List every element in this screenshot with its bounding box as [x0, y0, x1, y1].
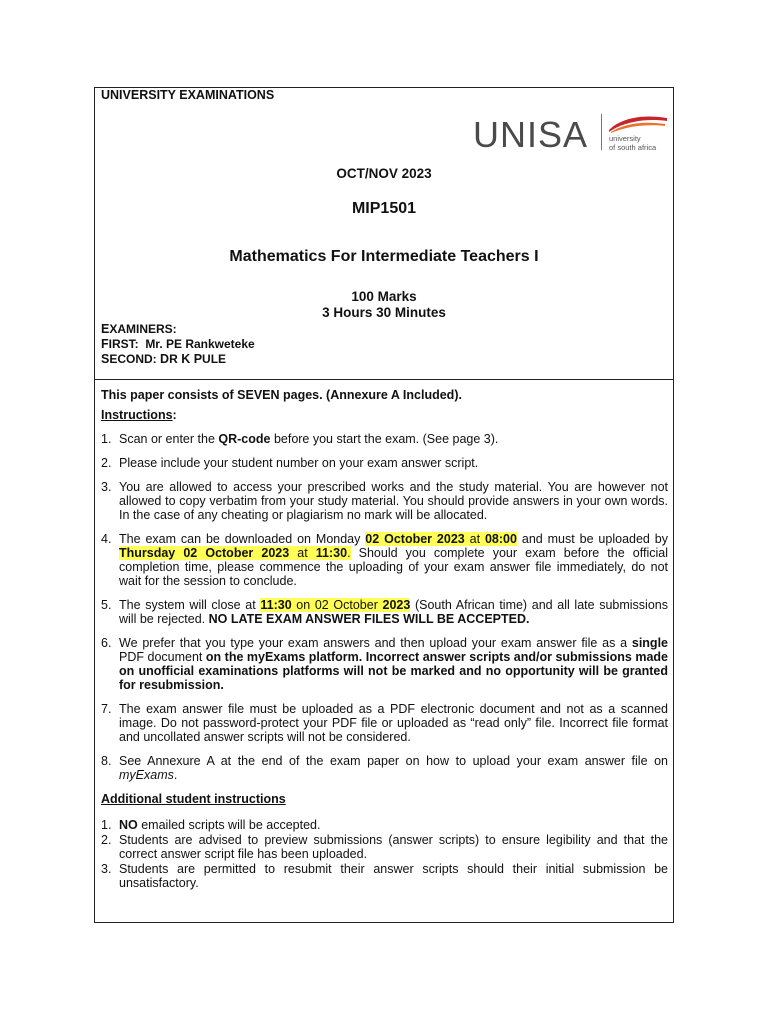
- logo-divider: [601, 114, 602, 150]
- instruction-item: 1. Scan or enter the QR-code before you start the exam. (See page 3).: [101, 432, 499, 446]
- examiners-block: [101, 322, 255, 367]
- instructions-heading: Instructions:: [101, 408, 177, 422]
- logo-sub-line-2: of south africa: [609, 143, 657, 152]
- additional-instruction-item: 3. Students are permitted to resubmit their answer scripts should their initial submission be unsatisfactory.: [101, 862, 668, 890]
- instruction-item: 6. We prefer that you type your exam answers and then upload your exam answer file as a single PDF document on the myExams platform. Incorrect answer scripts and/or submissions made on unofficial examinations platforms will not be marked and no opportunity will be granted for resubmission.: [101, 636, 669, 692]
- instruction-item: 4. The exam can be downloaded on Monday 02 October 2023 at 08:00 and must be uploaded by Thursday 02 October 2023 at 11:30. Should you complete your exam before the official completion time, please commence the uploading of your exam answer file immediately, do not wait for the session to conclude.: [101, 532, 668, 588]
- second-examiner: SECOND: DR K PULE: [101, 352, 227, 366]
- additional-instruction-item: 2. Students are advised to preview submissions (answer scripts) to ensure legibility and that the correct answer script file has been uploaded.: [101, 833, 668, 861]
- examiners-heading: EXAMINERS:: [101, 322, 177, 336]
- additional-instruction-item: 1. NO emailed scripts will be accepted.: [101, 818, 321, 832]
- logo-swoosh-icon: [607, 112, 669, 134]
- first-examiner: FIRST: Mr. PE Rankweteke: [101, 337, 255, 351]
- logo-wordmark: UNISA: [473, 114, 589, 155]
- paper-page-count-note: This paper consists of SEVEN pages. (Annexure A Included).: [101, 388, 462, 402]
- instruction-item: 5. The system will close at 11:30 on 02 October 2023 (South African time) and all late submissions will be rejected. NO LATE EXAM ANSWER FILES WILL BE ACCEPTED.: [101, 598, 668, 626]
- module-title: Mathematics For Intermediate Teachers I: [229, 248, 539, 265]
- unisa-logo: [473, 110, 673, 154]
- section-divider: [95, 379, 673, 380]
- university-examinations-label: UNIVERSITY EXAMINATIONS: [101, 88, 275, 102]
- logo-sub-line-1: university: [609, 134, 641, 143]
- module-code: MIP1501: [351, 200, 417, 217]
- total-marks: 100 Marks: [351, 289, 417, 304]
- instruction-item: 2. Please include your student number on your exam answer script.: [101, 456, 479, 470]
- instruction-item: 7. The exam answer file must be uploaded as a PDF electronic document and not as a scanned image. Do not password-protect your PDF file or uploaded as “read only” file. Incorrect file format and uncollated answer scripts will not be considered.: [101, 702, 668, 744]
- exam-cover-frame: [94, 87, 674, 923]
- instructions-section: [101, 388, 668, 891]
- additional-instructions-heading: Additional student instructions: [101, 792, 286, 806]
- additional-instructions-list: [101, 818, 668, 890]
- instructions-list: [101, 432, 668, 782]
- instruction-item: 8. See Annexure A at the end of the exam paper on how to upload your exam answer file on myExams.: [101, 754, 668, 782]
- instruction-item: 3. You are allowed to access your prescribed works and the study material. You are however not allowed to copy verbatim from your study material. You should provide answers in your own words. In the case of any cheating or plagiarism no mark will be allocated.: [101, 480, 668, 522]
- exam-duration: 3 Hours 30 Minutes: [322, 305, 446, 320]
- exam-session: OCT/NOV 2023: [336, 166, 432, 181]
